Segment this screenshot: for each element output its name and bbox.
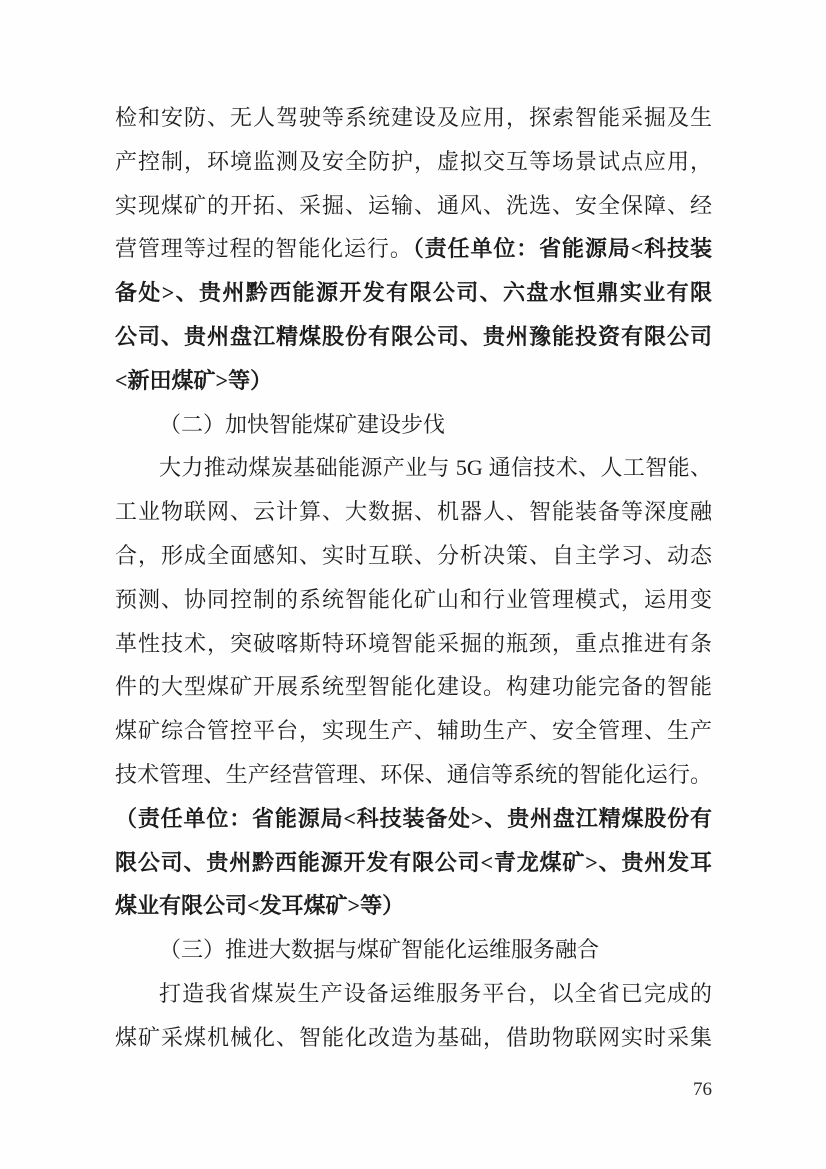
body-text: 技术管理、生产经营管理、环保、通信等系统的智能化运行。	[115, 761, 712, 787]
body-text: 营管理等过程的智能化运行。	[115, 236, 413, 262]
body-text: 件的大型煤矿开展系统型智能化建设。构建功能完备的智能	[115, 674, 712, 700]
body-text: 煤矿采煤机械化、智能化改造为基础，借助物联网实时采集	[115, 1024, 712, 1050]
body-text: 合，形成全面感知、实时互联、分析决策、自主学习、动态	[115, 542, 712, 568]
document-body	[115, 96, 712, 1060]
section-heading-3	[115, 928, 712, 972]
body-text: 产控制，环境监测及安全防护，虚拟交互等场景试点应用，	[115, 148, 712, 174]
body-line	[115, 709, 712, 753]
body-line	[115, 184, 712, 228]
responsibility-clause-start: （责任单位：省能源局<科技装	[412, 236, 712, 262]
body-line	[115, 753, 712, 797]
responsibility-text: <新田煤矿>等）	[115, 367, 273, 393]
body-text: 预测、协同控制的系统智能化矿山和行业管理模式，运用变	[115, 586, 712, 612]
body-line	[115, 972, 712, 1016]
body-text: 革性技术，突破喀斯特环境智能采掘的瓶颈，重点推进有条	[115, 630, 712, 656]
body-text: 大力推动煤炭基础能源产业与 5G 通信技术、人工智能、	[159, 455, 712, 481]
responsibility-text: 备处>、贵州黔西能源开发有限公司、六盘水恒鼎实业有限	[115, 280, 712, 306]
body-line	[115, 490, 712, 534]
body-text: 打造我省煤炭生产设备运维服务平台，以全省已完成的	[159, 980, 712, 1006]
body-line	[115, 665, 712, 709]
page-footer	[115, 1078, 712, 1102]
body-line-mixed	[115, 227, 712, 271]
body-text: 检和安防、无人驾驶等系统建设及应用，探索智能采掘及生	[115, 105, 712, 130]
body-line	[115, 578, 712, 622]
heading-text: （二）加快智能煤矿建设步伐	[159, 411, 446, 437]
body-line	[115, 96, 712, 140]
body-line	[115, 622, 712, 666]
responsibility-clause-line	[115, 359, 712, 403]
body-text: 工业物联网、云计算、大数据、机器人、智能装备等深度融	[115, 499, 712, 525]
body-line	[115, 140, 712, 184]
responsibility-text: （责任单位：省能源局<科技装备处>、贵州盘江精煤股份有	[115, 805, 712, 831]
body-line	[115, 1016, 712, 1060]
body-text: 实现煤矿的开拓、采掘、运输、通风、洗选、安全保障、经	[115, 192, 712, 218]
heading-text: （三）推进大数据与煤矿智能化运维服务融合	[159, 937, 600, 963]
responsibility-clause-line	[115, 797, 712, 841]
responsibility-clause-line	[115, 884, 712, 928]
responsibility-text: 煤业有限公司<发耳煤矿>等）	[115, 893, 405, 919]
body-text: 煤矿综合管控平台，实现生产、辅助生产、安全管理、生产	[115, 718, 712, 744]
responsibility-clause-line	[115, 841, 712, 885]
responsibility-clause-line	[115, 271, 712, 315]
responsibility-text: 限公司、贵州黔西能源开发有限公司<青龙煤矿>、贵州发耳	[115, 849, 712, 875]
section-heading-2	[115, 403, 712, 447]
responsibility-text: 公司、贵州盘江精煤股份有限公司、贵州豫能投资有限公司	[115, 323, 712, 349]
body-line	[115, 446, 712, 490]
responsibility-clause-line	[115, 315, 712, 359]
page-number: 76	[693, 1079, 712, 1100]
body-line	[115, 534, 712, 578]
